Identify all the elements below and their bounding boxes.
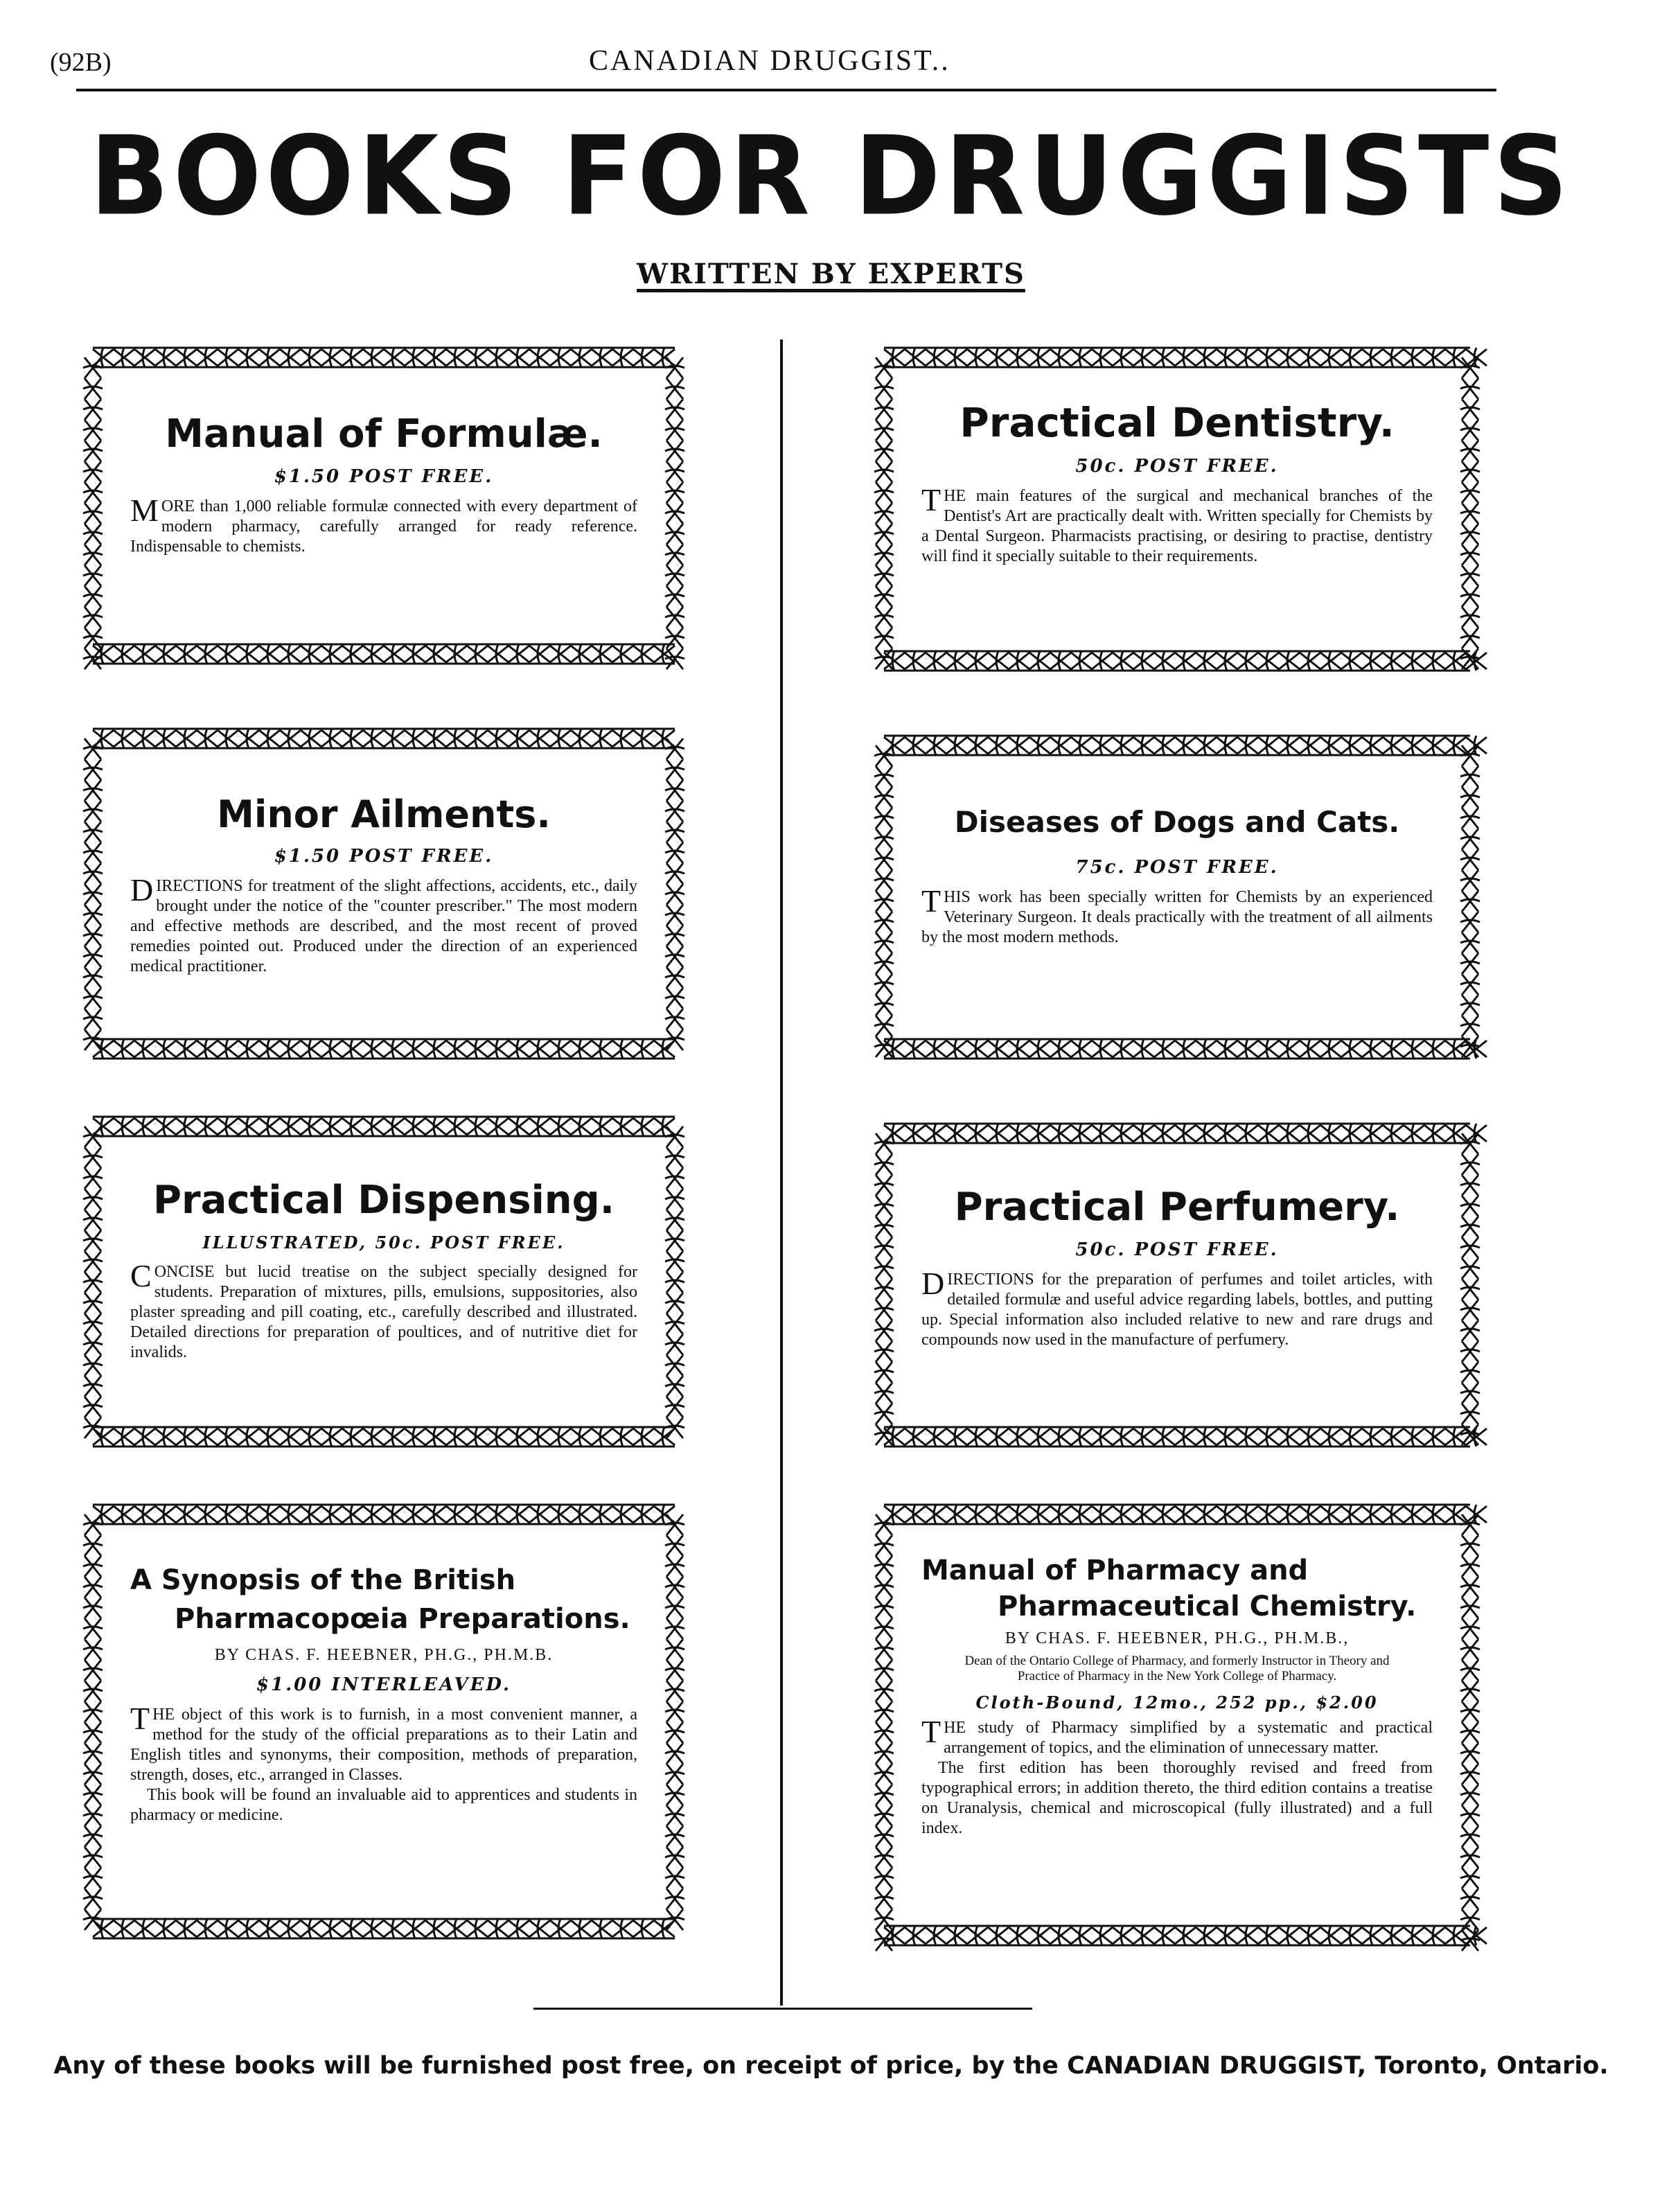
author-credit: Dean of the Ontario College of Pharmacy, and formerly Instructor in Theory and Practice of Pharmacy in the New York College of Pharmacy. xyxy=(964,1654,1390,1683)
book-card-manual-of-formulae xyxy=(75,339,693,672)
book-description xyxy=(921,1266,1433,1350)
footer-rule xyxy=(533,2008,1032,2010)
book-description xyxy=(130,1701,637,1785)
book-price: 75c. POST FREE. xyxy=(1075,857,1279,878)
description-text: HE study of Pharmacy simplified by a systematic and practical arrangement of topics, and the elimination of unnecessary matter. xyxy=(944,1719,1433,1757)
description-text: IRECTIONS for treatment of the slight affections, accidents, etc., daily brought under the notice of the "counter prescriber." The most modern and effective methods are described, and the most recent of proved remedies pointed out. Produced under the direction of an experienced medical practitioner. xyxy=(130,877,637,975)
description-text: HE object of this work is to furnish, in a most convenient manner, a method for the study of the official preparations as to their Latin and English titles and synonyms, their composition, methods of preparation, strength, doses, etc., arranged in Classes. xyxy=(130,1706,637,1784)
book-card-manual-of-pharmacy xyxy=(866,1496,1488,1954)
book-card-minor-ailments xyxy=(75,720,693,1067)
book-card-practical-perfumery xyxy=(866,1115,1488,1455)
description-text: ONCISE but lucid treatise on the subject specially designed for students. Preparation of mixtures, pills, emulsions, suppositories, also plaster spreading and pill coating, etc., carefully described and illustrated. Detailed directions for preparation of poultices, and of nutritive diet for invalids. xyxy=(130,1263,637,1361)
description-text: ORE than 1,000 reliable formulæ connected with every department of modern pharmacy, carefully arranged for ready reference. Indispensable to chemists. xyxy=(130,497,637,556)
book-price: $1.50 POST FREE. xyxy=(274,846,494,867)
running-head: CANADIAN DRUGGIST.. xyxy=(589,45,951,77)
drop-cap: C xyxy=(130,1258,152,1293)
drop-cap: M xyxy=(130,493,159,528)
page-title: BOOKS FOR DRUGGISTS xyxy=(89,113,1573,240)
book-author: BY CHAS. F. HEEBNER, PH.G., PH.M.B., xyxy=(1005,1629,1350,1647)
book-card-practical-dentistry xyxy=(866,339,1488,679)
description-text: HE main features of the surgical and mechanical branches of the Dentist's Art are practically dealt with. Written specially for Chemists by a Dental Surgeon. Pharmacists practising, or desiring to practise, dentistry will find it specially suitable to their requirements. xyxy=(921,487,1433,565)
book-price: $1.00 INTERLEAVED. xyxy=(256,1674,512,1695)
book-card-synopsis-british-pharmacopoeia xyxy=(75,1496,693,1947)
book-description xyxy=(130,1258,637,1363)
column-divider xyxy=(780,339,783,2006)
header-rule xyxy=(76,89,1496,91)
description-text: IRECTIONS for the preparation of perfumes and toilet articles, with detailed formulæ and useful advice regarding labels, bottles, and putting up. Special information also included relative to new and rare drugs and compounds now used in the manufacture of perfumery. xyxy=(921,1271,1433,1349)
book-title: Manual of Formulæ. xyxy=(165,412,603,457)
drop-cap: D xyxy=(130,872,154,908)
book-card-diseases-of-dogs-and-cats xyxy=(866,727,1488,1067)
book-card-practical-dispensing xyxy=(75,1108,693,1455)
book-description xyxy=(921,1714,1433,1758)
book-author: BY CHAS. F. HEEBNER, PH.G., PH.M.B. xyxy=(214,1646,554,1664)
book-description-2: This book will be found an invaluable aid to apprentices and students in pharmacy or medicine. xyxy=(130,1786,637,1824)
book-title-line-2: Pharmacopœia Preparations. xyxy=(175,1603,630,1635)
book-price: 50c. POST FREE. xyxy=(1075,1239,1279,1260)
drop-cap: D xyxy=(921,1266,945,1301)
book-title: Minor Ailments. xyxy=(217,793,551,836)
book-price: ILLUSTRATED, 50c. POST FREE. xyxy=(202,1232,565,1253)
footer-notice: Any of these books will be furnished post free, on receipt of price, by the CANADIAN DRUGGIST, Toronto, Ontario. xyxy=(53,2052,1609,2080)
drop-cap: T xyxy=(921,883,941,919)
subtitle-text: WRITTEN BY EXPERTS xyxy=(637,258,1025,290)
drop-cap: T xyxy=(130,1701,150,1736)
book-title: Diseases of Dogs and Cats. xyxy=(954,805,1400,839)
book-price: 50c. POST FREE. xyxy=(1075,456,1279,477)
book-title-line-2: Pharmaceutical Chemistry. xyxy=(998,1591,1417,1622)
description-text: HIS work has been specially written for Chemists by an experienced Veterinary Surgeon. It deals practically with the treatment of all ailments by the most modern methods. xyxy=(921,888,1433,946)
book-title-line-1: A Synopsis of the British xyxy=(130,1564,516,1596)
book-description-2: The first edition has been thoroughly revised and freed from typographical errors; in addition thereto, the third edition contains a treatise on Uranalysis, chemical and microscopical (fully illustrated) and a full index. xyxy=(921,1759,1433,1837)
book-price: $1.50 POST FREE. xyxy=(274,466,494,487)
book-description xyxy=(130,872,637,977)
drop-cap: T xyxy=(921,482,941,517)
book-price: Cloth-Bound, 12mo., 252 pp., $2.00 xyxy=(975,1692,1379,1713)
page-subtitle xyxy=(0,258,1662,290)
drop-cap: T xyxy=(921,1714,941,1749)
book-title: Practical Dispensing. xyxy=(153,1178,615,1223)
book-title-line-1: Manual of Pharmacy and xyxy=(921,1555,1309,1586)
page-number: (92B) xyxy=(50,48,112,77)
book-description xyxy=(921,482,1433,567)
book-title: Practical Dentistry. xyxy=(960,399,1395,446)
book-description xyxy=(921,883,1433,948)
book-description xyxy=(130,493,637,557)
book-title: Practical Perfumery. xyxy=(954,1185,1400,1230)
